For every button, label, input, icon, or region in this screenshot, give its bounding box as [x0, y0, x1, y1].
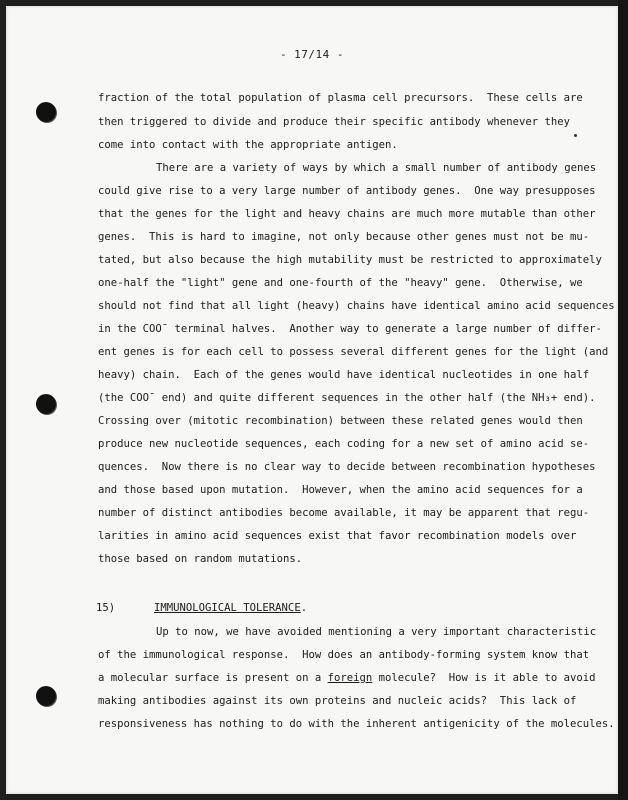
text-run: a molecular surface is present on a	[98, 672, 328, 684]
punch-hole	[36, 686, 56, 706]
text-line: and those based upon mutation. However, when the amino acid sequences for a	[98, 484, 583, 496]
text-line: that the genes for the light and heavy chains are much more mutable than other	[98, 208, 596, 220]
text-line: Up to now, we have avoided mentioning a very important characteristic	[156, 626, 597, 638]
section-number: 15)	[96, 602, 116, 614]
text-line: one-half the "light" gene and one-fourth of the "heavy" gene. Otherwise, we	[98, 277, 583, 289]
text-line: ent genes is for each cell to possess several different genes for the light (and	[98, 346, 609, 358]
page-number: - 17/14 -	[279, 48, 345, 61]
text-line: larities in amino acid sequences exist that favor recombination models over	[98, 530, 577, 542]
text-line: quences. Now there is no clear way to decide between recombination hypotheses	[98, 461, 596, 473]
text-line: could give rise to a very large number of antibody genes. One way presupposes	[98, 185, 596, 197]
text-line: of the immunological response. How does an antibody-forming system know that	[98, 649, 590, 661]
text-line: genes. This is hard to imagine, not only because other genes must not be mu-	[98, 231, 590, 243]
text-line: produce new nucleotide sequences, each coding for a new set of amino acid se-	[98, 438, 590, 450]
text-line: making antibodies against its own proteins and nucleic acids? This lack of	[98, 695, 577, 707]
text-line: There are a variety of ways by which a small number of antibody genes	[156, 162, 597, 174]
punch-hole	[36, 102, 56, 122]
punch-hole	[36, 394, 56, 414]
section-heading	[96, 602, 307, 614]
text-line	[98, 672, 596, 684]
text-line: responsiveness has nothing to do with the inherent antigenicity of the molecules.	[98, 718, 615, 730]
text-line: (the COO¯ end) and quite different sequences in the other half (the NH₃+ end).	[98, 392, 596, 404]
section-title: IMMUNOLOGICAL TOLERANCE	[154, 602, 301, 614]
underlined-word: foreign	[327, 672, 373, 684]
text-line: heavy) chain. Each of the genes would have identical nucleotides in one half	[98, 369, 590, 381]
text-line: fraction of the total population of plasma cell precursors. These cells are	[98, 92, 583, 104]
ink-speck	[574, 134, 577, 137]
document-page	[6, 6, 618, 794]
text-line: in the COO¯ terminal halves. Another way to generate a large number of differ-	[98, 323, 602, 335]
text-line: number of distinct antibodies become available, it may be apparent that regu-	[98, 507, 590, 519]
text-line: Crossing over (mitotic recombination) between these related genes would then	[98, 415, 583, 427]
text-line: those based on random mutations.	[98, 553, 303, 565]
text-run: molecule? How is it able to avoid	[372, 672, 596, 684]
text-line: tated, but also because the high mutability must be restricted to approximately	[98, 254, 602, 266]
text-line: should not find that all light (heavy) chains have identical amino acid sequences	[98, 300, 615, 312]
text-line: then triggered to divide and produce their specific antibody whenever they	[98, 116, 570, 128]
text-line: come into contact with the appropriate antigen.	[98, 139, 398, 151]
section-title-period: .	[300, 602, 308, 614]
page-edge-shadow	[618, 0, 628, 800]
